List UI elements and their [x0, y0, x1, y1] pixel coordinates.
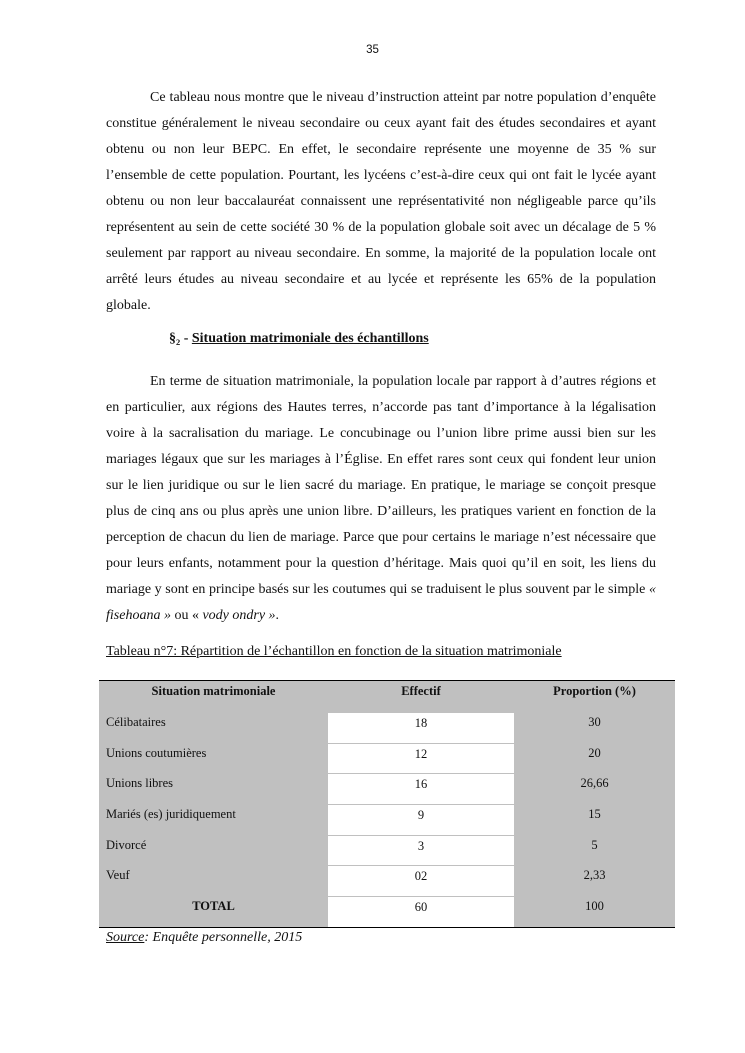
- table-source: [106, 930, 302, 946]
- cell-proportion: 30: [588, 715, 601, 729]
- header-situation: Situation matrimoniale: [151, 684, 276, 698]
- paragraph-matrimonial: [106, 369, 656, 629]
- total-effectif: 60: [328, 897, 514, 927]
- cell-situation: Divorcé: [106, 837, 147, 852]
- cell-effectif: 3: [328, 836, 514, 866]
- table-row: [99, 743, 675, 774]
- cell-effectif: 18: [328, 713, 514, 743]
- section-heading: [169, 331, 429, 347]
- table-caption: Tableau n°7: Répartition de l’échantillon en fonction de la situation matrimoniale: [106, 644, 562, 659]
- paragraph-instruction: [106, 85, 656, 319]
- page-number: 35: [366, 44, 379, 56]
- cell-effectif: 12: [328, 744, 514, 774]
- header-effectif: Effectif: [401, 684, 441, 698]
- source-text: : Enquête personnelle, 2015: [144, 930, 303, 945]
- section-number: §₂ -: [169, 331, 192, 346]
- cell-situation: Unions libres: [106, 776, 174, 791]
- cell-situation: Unions coutumières: [106, 745, 207, 760]
- cell-situation: Célibataires: [106, 715, 166, 729]
- paragraph-matrimonial-text: En terme de situation matrimoniale, la population locale par rapport à d’autres régions et en particulier, aux régions des Hautes terres, n’accorde pas tant d’importance à la légalisation voire à la sacralisation du mariage. Le concubinage ou l’union libre prime aussi bien sur les mariages légaux que sur les mariages à l’Église. En effet rares sont ceux qui fondent leur union sur le lien juridique ou sur le lien sacré du mariage. En pratique, le mariage se conçoit presque plus de cinq ans ou plus après une union libre. D’ailleurs, les pratiques varient en fonction de la perception de chacun du lien de mariage. Parce que pour certains le mariage n’est nécessaire que pour leurs enfants, notamment pour la question d’héritage. Mais quoi qu’il en soit, les liens du mariage y sont en principe basés sur les coutumes qui se traduisent le plus souvent par le simple: [106, 374, 656, 597]
- source-label: Source: [106, 930, 145, 945]
- table-row: [99, 773, 675, 804]
- table-row: [99, 865, 675, 896]
- cell-effectif: 16: [328, 774, 514, 804]
- term-fisehoana: « fisehoana »: [106, 582, 656, 623]
- table-total-row: [99, 896, 675, 927]
- cell-proportion: 5: [591, 837, 598, 852]
- section-title: Situation matrimoniale des échantillons: [191, 331, 429, 346]
- cell-situation: Mariés (es) juridiquement: [106, 807, 236, 822]
- cell-effectif: 9: [328, 805, 514, 835]
- table-header-row: [99, 681, 675, 712]
- cell-situation: Veuf: [106, 868, 130, 883]
- cell-proportion: 15: [588, 807, 601, 822]
- cell-proportion: 20: [588, 745, 601, 760]
- paragraph-instruction-text: Ce tableau nous montre que le niveau d’instruction atteint par notre population d’enquête constitue généralement le niveau secondaire ou ceux ayant fait des études secondaires et ayant obtenu ou non leur BEPC. En effet, le secondaire représente une moyenne de 35 % sur l’ensemble de cette population. Pourtant, les lycéens c’est-à-dire ceux qui ont fait le lycée ayant obtenu ou non leur baccalauréat connaissent une représentativité non négligeable parce qu’ils représentent au sein de cette société 30 % de la population globale soit avec un décalage de 5 % seulement par rapport au niveau secondaire. En somme, la majorité de la population locale ont arrêté leurs études au niveau secondaire et au lycée et représente les 65% de la population globale.: [106, 90, 656, 313]
- total-proportion: 100: [585, 899, 604, 914]
- cell-proportion: 2,33: [583, 868, 606, 883]
- table-row: [99, 835, 675, 866]
- header-proportion: Proportion (%): [553, 684, 636, 698]
- table-row: [99, 712, 675, 743]
- table-row: [99, 804, 675, 835]
- paragraph-end: .: [275, 608, 280, 623]
- term-connector: ou «: [170, 608, 203, 623]
- cell-effectif: 02: [328, 866, 514, 896]
- total-label: TOTAL: [192, 899, 235, 914]
- matrimonial-table: [99, 680, 675, 928]
- cell-proportion: 26,66: [580, 776, 609, 791]
- term-vody-ondry: vody ondry »: [202, 608, 276, 623]
